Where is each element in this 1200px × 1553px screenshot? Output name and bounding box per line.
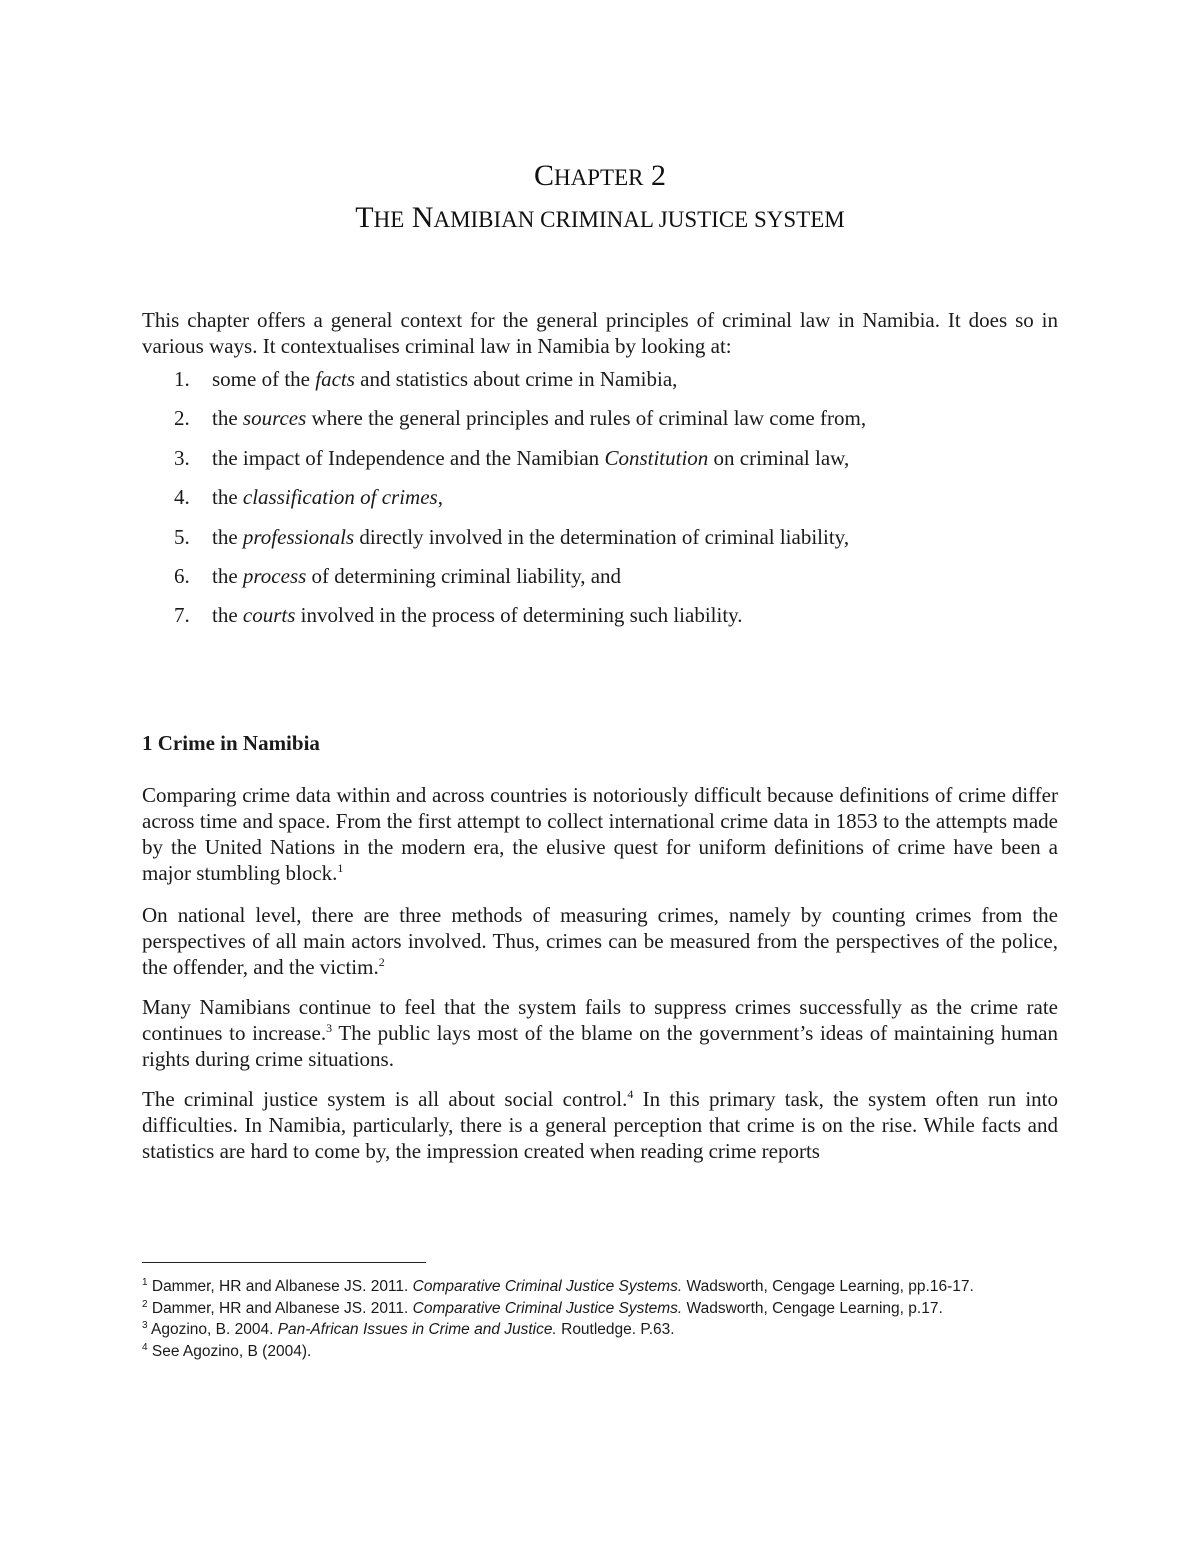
list-item: 3. the impact of Independence and the Namibian Constitution on criminal law,: [174, 445, 850, 470]
footnote-ref[interactable]: 1: [337, 861, 344, 875]
list-item: 5. the professionals directly involved in the determination of criminal liability,: [174, 524, 850, 549]
footnotes: [142, 1276, 1058, 1362]
footnote-ref[interactable]: 4: [627, 1087, 634, 1101]
footnote: $^1$ Dammer, HR and Albanese JS. 2011. Comparative Criminal Justice Systems. Wadsworth, Cengage Learning, pp.16-17.: [142, 1277, 974, 1295]
list-item: 2. the sources where the general principles and rules of criminal law come from,: [174, 406, 867, 431]
footnote: $^2$ Dammer, HR and Albanese JS. 2011. Comparative Criminal Justice Systems. Wadsworth, Cengage Learning, p.17.: [142, 1298, 943, 1317]
intro-paragraph: This chapter offers a general context for the general principles of criminal law in Namibia. It does so in various ways. It contextualises criminal law in Namibia by looking at:: [142, 308, 1058, 358]
section-heading: 1 Crime in Namibia: [142, 731, 320, 755]
body-paragraph: Many Namibians continue to feel that the system fails to suppress crimes successfully as the crime rate continues to increase.$^3$ The public lays most of the blame on the government’s ideas of maintaining human rights during crime situations.: [142, 995, 1058, 1071]
chapter-title: THE NAMIBIAN CRIMINAL JUSTICE SYSTEM: [355, 201, 845, 234]
list-item: 7. the courts involved in the process of determining such liability.: [174, 603, 743, 628]
footnote-ref[interactable]: 2: [378, 955, 385, 969]
body-paragraph: On national level, there are three methods of measuring crimes, namely by counting crimes from the perspectives of all main actors involved. Thus, crimes can be measured from the perspectives of the police, the offender, and the victim.$^2$: [142, 903, 1058, 979]
footnote: $^4$ See Agozino, B (2004).: [142, 1341, 312, 1360]
list-item: 4. the classification of crimes,: [174, 485, 443, 510]
footnote-divider: [142, 1262, 426, 1263]
body-paragraph: The criminal justice system is all about social control.$^4$ In this primary task, the system often run into difficulties. In Namibia, particularly, there is a general perception that crime is on the rise. While facts and statistics are hard to come by, the impression created when reading crime reports: [142, 1087, 1058, 1163]
footnote-ref[interactable]: 3: [326, 1021, 333, 1035]
chapter-number-line: CHAPTER 2: [534, 159, 666, 192]
chapter-heading: [0, 156, 1200, 240]
body-paragraph: Comparing crime data within and across countries is notoriously difficult because definitions of crime differ across time and space. From the first attempt to collect international crime data in 1853 to the attempts made by the United Nations in the modern era, the elusive quest for uniform definitions of crime have been a major stumbling block.$^1$: [142, 783, 1058, 885]
contents-list: [174, 366, 1058, 642]
footnote: $^3$ Agozino, B. 2004. Pan-African Issues in Crime and Justice. Routledge. P.63.: [142, 1320, 675, 1338]
list-item: 1. some of the facts and statistics about crime in Namibia,: [174, 367, 678, 391]
list-item: 6. the process of determining criminal liability, and: [174, 563, 622, 588]
